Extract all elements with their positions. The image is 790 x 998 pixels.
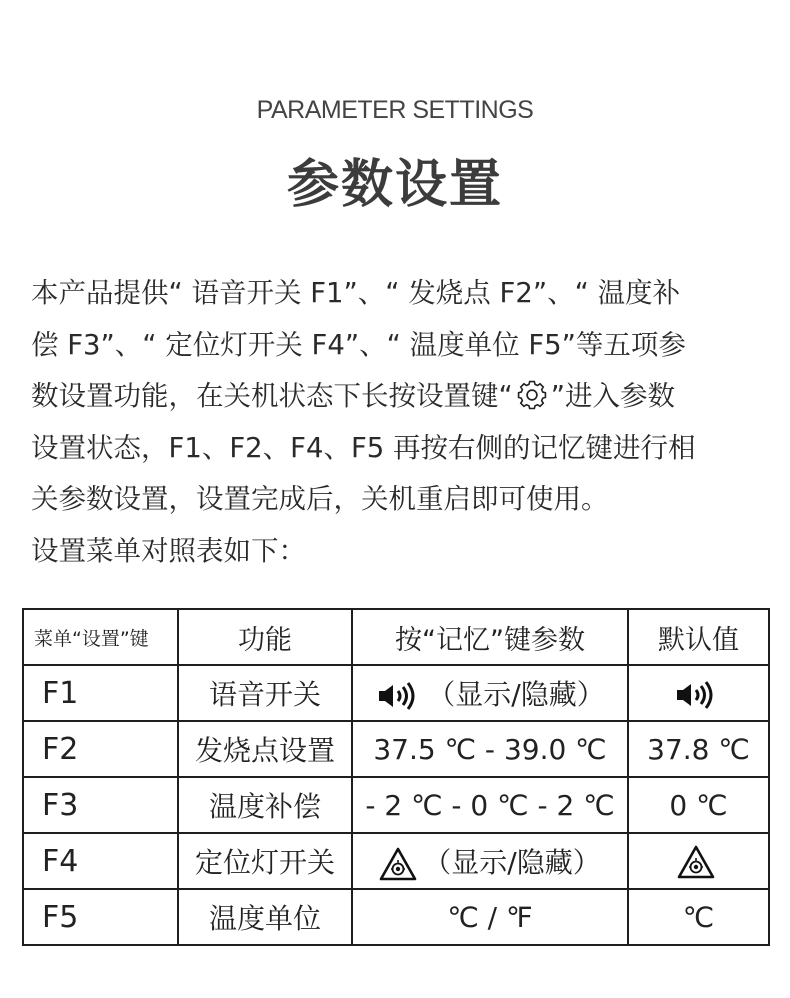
header-default: 默认值 — [628, 609, 769, 665]
intro-line — [31, 371, 766, 423]
intro-text: ”进入参数 — [550, 380, 675, 412]
row-key: F2 — [23, 721, 178, 777]
english-title: PARAMETER SETTINGS — [256, 96, 534, 124]
table-row — [23, 721, 769, 777]
row-function: 发烧点设置 — [178, 721, 352, 777]
page-title: 参数设置 — [286, 155, 503, 215]
table-row — [23, 777, 769, 833]
intro-line: 设置状态，F1、F2、F4、F5 再按右侧的记忆键进行相 — [31, 431, 696, 464]
row-param — [352, 665, 628, 721]
row-default — [628, 833, 769, 889]
row-param: - 2 ℃ - 0 ℃ - 2 ℃ — [352, 777, 628, 833]
table-row — [23, 889, 769, 945]
warning-light-icon — [677, 845, 715, 879]
table-row — [23, 665, 769, 721]
row-default: 0 ℃ — [628, 777, 769, 833]
row-function: 语音开关 — [178, 665, 352, 721]
intro-line: 设置菜单对照表如下： — [31, 534, 306, 567]
speaker-icon — [673, 680, 719, 710]
table-row — [23, 833, 769, 889]
table-header-row — [23, 609, 769, 665]
intro-line: 本产品提供“ 语音开关 F1”、“ 发烧点 F2”、“ 温度补 — [31, 277, 681, 309]
header-function: 功能 — [178, 609, 352, 665]
intro-text: 数设置功能，在关机状态下长按设置键“ — [31, 380, 513, 412]
row-param: ℃ / ℉ — [352, 889, 628, 945]
row-key: F5 — [23, 889, 178, 945]
intro-paragraph — [31, 268, 766, 577]
row-param-text: （显示/隐藏） — [427, 678, 605, 711]
row-key: F1 — [23, 665, 178, 721]
row-default: 37.8 ℃ — [628, 721, 769, 777]
intro-line: 偿 F3”、“ 定位灯开关 F4”、“ 温度单位 F5”等五项参 — [31, 328, 686, 361]
row-param — [352, 833, 628, 889]
row-function: 温度补偿 — [178, 777, 352, 833]
row-param-text: （显示/隐藏） — [423, 846, 601, 879]
row-param: 37.5 ℃ - 39.0 ℃ — [352, 721, 628, 777]
settings-table — [22, 608, 770, 946]
intro-line: 关参数设置，设置完成后，关机重启即可使用。 — [31, 483, 609, 515]
row-function: 温度单位 — [178, 889, 352, 945]
warning-light-icon — [379, 847, 417, 881]
row-key: F4 — [23, 833, 178, 889]
row-default — [628, 665, 769, 721]
header-settings-key: 菜单“设置”键 — [23, 609, 178, 665]
header-memory-param: 按“记忆”键参数 — [352, 609, 628, 665]
speaker-icon — [375, 681, 421, 711]
row-function: 定位灯开关 — [178, 833, 352, 889]
row-default: ℃ — [628, 889, 769, 945]
gear-icon — [513, 379, 551, 411]
row-key: F3 — [23, 777, 178, 833]
